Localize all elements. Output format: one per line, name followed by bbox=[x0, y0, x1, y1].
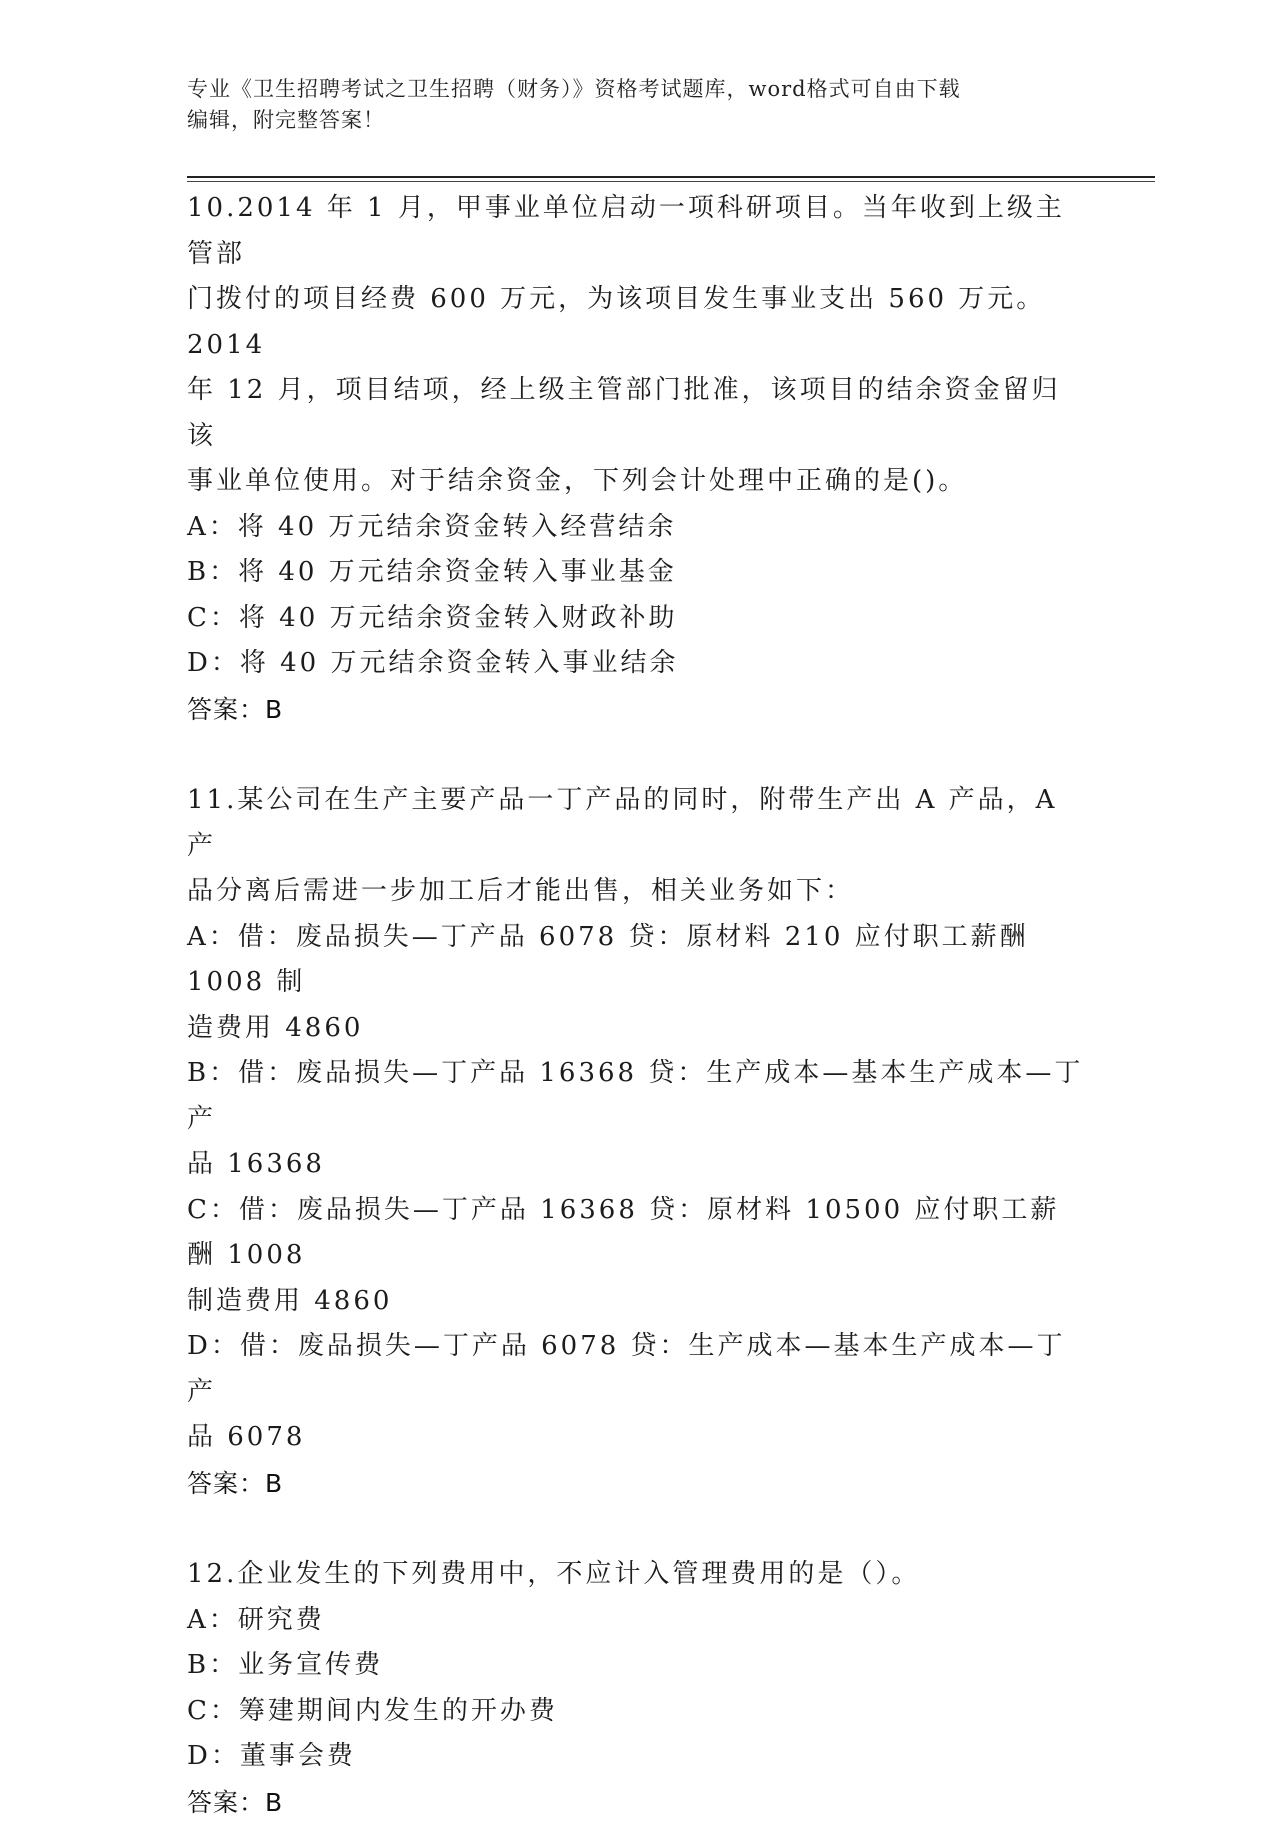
option-a: A：将 40 万元结余资金转入经营结余 bbox=[187, 505, 1087, 551]
question-10 bbox=[187, 186, 1087, 687]
header-line-2: 编辑，附完整答案！ bbox=[187, 105, 1087, 136]
option-c: C：筹建期间内发生的开办费 bbox=[187, 1689, 1087, 1735]
answer-10: 答案：B bbox=[187, 687, 1087, 733]
answer-11: 答案：B bbox=[187, 1461, 1087, 1507]
question-stem-line: 年 12 月，项目结项，经上级主管部门批准，该项目的结余资金留归该 bbox=[187, 368, 1087, 459]
question-stem-line: 11.某公司在生产主要产品一丁产品的同时，附带生产出 A 产品，A 产 bbox=[187, 778, 1087, 869]
question-stem-line: 事业单位使用。对于结余资金，下列会计处理中正确的是()。 bbox=[187, 459, 1087, 505]
question-stem-line: 品分离后需进一步加工后才能出售，相关业务如下： bbox=[187, 869, 1087, 915]
header-divider-thin bbox=[187, 181, 1155, 182]
option-b: B：将 40 万元结余资金转入事业基金 bbox=[187, 550, 1087, 596]
header-divider-thick bbox=[187, 176, 1155, 178]
option-b-continued: 品 16368 bbox=[187, 1142, 1087, 1188]
option-d-continued: 品 6078 bbox=[187, 1415, 1087, 1461]
answer-12: 答案：B bbox=[187, 1780, 1087, 1825]
option-b: B：借：废品损失—丁产品 16368 贷：生产成本—基本生产成本—丁产 bbox=[187, 1051, 1087, 1142]
document-header bbox=[187, 74, 1087, 136]
option-d: D：借：废品损失—丁产品 6078 贷：生产成本—基本生产成本—丁产 bbox=[187, 1324, 1087, 1415]
option-a-continued: 造费用 4860 bbox=[187, 1006, 1087, 1052]
header-line-1: 专业《卫生招聘考试之卫生招聘（财务）》资格考试题库，word格式可自由下载 bbox=[187, 74, 1087, 105]
option-c: C：借：废品损失—丁产品 16368 贷：原材料 10500 应付职工薪酬 1008 bbox=[187, 1188, 1087, 1279]
question-stem-line: 10.2014 年 1 月，甲事业单位启动一项科研项目。当年收到上级主管部 bbox=[187, 186, 1087, 277]
option-c: C：将 40 万元结余资金转入财政补助 bbox=[187, 596, 1087, 642]
option-d: D：董事会费 bbox=[187, 1734, 1087, 1780]
option-d: D：将 40 万元结余资金转入事业结余 bbox=[187, 641, 1087, 687]
option-c-continued: 制造费用 4860 bbox=[187, 1279, 1087, 1325]
question-12 bbox=[187, 1552, 1087, 1780]
question-stem-line: 12.企业发生的下列费用中，不应计入管理费用的是（）。 bbox=[187, 1552, 1087, 1598]
question-list bbox=[187, 186, 1087, 1825]
question-stem-line: 门拨付的项目经费 600 万元，为该项目发生事业支出 560 万元。2014 bbox=[187, 277, 1087, 368]
option-a: A：研究费 bbox=[187, 1598, 1087, 1644]
question-11 bbox=[187, 778, 1087, 1461]
option-a: A：借：废品损失—丁产品 6078 贷：原材料 210 应付职工薪酬 1008 制 bbox=[187, 915, 1087, 1006]
question-gap bbox=[187, 732, 1087, 778]
option-b: B：业务宣传费 bbox=[187, 1643, 1087, 1689]
question-gap bbox=[187, 1506, 1087, 1552]
